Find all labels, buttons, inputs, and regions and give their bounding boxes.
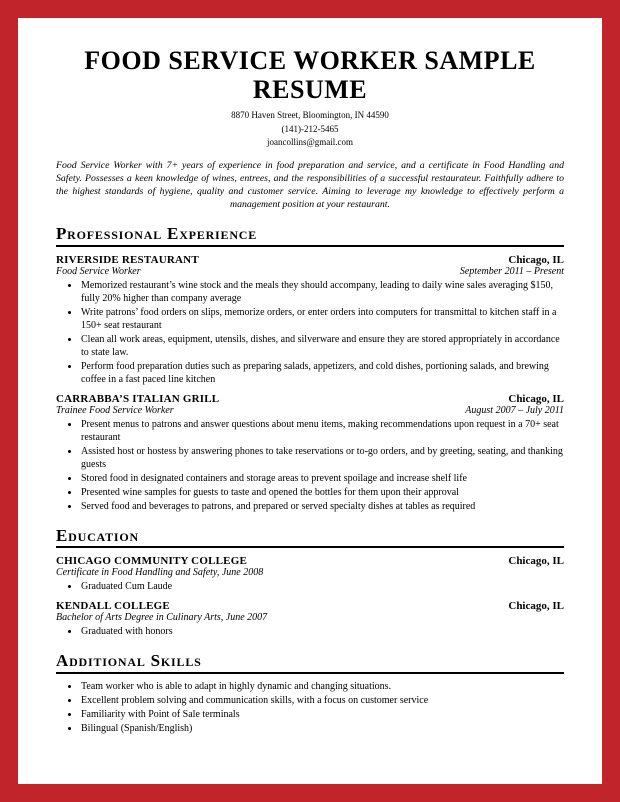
bullet-item: • Memorized restaurant’s wine stock and the meals they should accompany, leading to daily wine sales averaging $150, fully 20% higher than company average — [80, 279, 564, 305]
school-location: Chicago, IL — [508, 555, 564, 568]
bullet-item: • Write patrons’ food orders on slips, memorize orders, or enter orders into computers for transmittal to kitchen staff in a 150+ seat restaurant — [80, 306, 564, 332]
bullet-item: • Stored food in designated containers and storage areas to prevent spoilage and increase shelf life — [80, 472, 564, 485]
job-location: Chicago, IL — [508, 253, 564, 266]
job-location: Chicago, IL — [508, 392, 564, 405]
job-subheader-row — [56, 266, 564, 277]
contact-address: 8870 Haven Street, Bloomington, IN 44590 — [231, 110, 389, 121]
job-bullet-list — [80, 279, 564, 386]
job-header-row — [56, 254, 564, 266]
contact-email: joancollins@gmail.com — [266, 137, 354, 148]
resume-title-line1: FOOD SERVICE WORKER SAMPLE — [84, 46, 536, 75]
resume-title-line2: RESUME — [252, 75, 368, 105]
bullet-item: • Presented wine samples for guests to taste and opened the bottles for them upon their approval — [80, 486, 564, 499]
section-experience — [56, 224, 564, 513]
school-header-row — [56, 555, 564, 567]
education-heading: Education — [56, 526, 564, 549]
section-education — [56, 526, 564, 639]
company-name: RIVERSIDE RESTAURANT — [56, 253, 199, 266]
experience-heading: Professional Experience — [56, 224, 564, 247]
bullet-item: • Assisted host or hostess by answering phones to take reservations or to-go orders, and by greeting, seating, and thanking guests — [80, 445, 564, 471]
school-bullet-list — [80, 625, 564, 638]
job-role: Food Service Worker — [56, 265, 141, 277]
school-name: CHICAGO COMMUNITY COLLEGE — [56, 555, 247, 568]
bullet-item: • Graduated Cum Laude — [80, 580, 564, 593]
school-name: KENDALL COLLEGE — [56, 600, 170, 613]
contact-block — [56, 109, 564, 150]
job-header-row — [56, 393, 564, 405]
skill-item: • Team worker who is able to adapt in highly dynamic and changing situations. — [80, 680, 564, 693]
job-role: Trainee Food Service Worker — [56, 404, 174, 416]
degree-line: Bachelor of Arts Degree in Culinary Arts, June 2007 — [56, 612, 268, 624]
skills-bullet-list — [80, 680, 564, 735]
job-entry — [56, 254, 564, 386]
skill-item: • Bilingual (Spanish/English) — [80, 722, 564, 735]
school-bullet-list — [80, 580, 564, 593]
skill-item: • Excellent problem solving and communication skills, with a focus on customer service — [80, 694, 564, 707]
job-dates: September 2011 – Present — [459, 265, 564, 277]
school-location: Chicago, IL — [508, 600, 564, 613]
job-subheader-row — [56, 405, 564, 416]
job-entry — [56, 393, 564, 513]
company-name: CARRABBA’S ITALIAN GRILL — [56, 392, 220, 405]
bullet-item: • Present menus to patrons and answer questions about menu items, making recommendations upon request in a 70+ seat restaurant — [80, 418, 564, 444]
bullet-item: • Served food and beverages to patrons, and prepared or served specialty dishes at tables as required — [80, 500, 564, 513]
job-dates: August 2007 – July 2011 — [465, 404, 564, 416]
resume-title — [56, 46, 564, 104]
summary-text: Food Service Worker with 7+ years of experience in food preparation and service, and a certificate in Food Handling and Safety. Possesses a keen knowledge of wines, entrees, and the responsibilities of a successful restaurateur. Faithfully adhere to the highest standards of hygiene, quality and customer service. Aiming to leverage my knowledge to effectively perform a management position at your restaurant. — [56, 159, 564, 211]
bullet-item: • Perform food preparation duties such as preparing salads, appetizers, and cold dishes, portioning salads, and brewing coffee in a fast paced line kitchen — [80, 360, 564, 386]
skills-heading: Additional Skills — [56, 651, 564, 674]
school-entry — [56, 600, 564, 638]
contact-phone: (141)-212-5465 — [281, 123, 339, 134]
skill-item: • Familiarity with Point of Sale terminals — [80, 708, 564, 721]
bullet-item: • Clean all work areas, equipment, utensils, dishes, and silverware and ensure they are stored appropriately in accordance to state law. — [80, 333, 564, 359]
job-bullet-list — [80, 418, 564, 513]
school-entry — [56, 555, 564, 593]
degree-line: Certificate in Food Handling and Safety, June 2008 — [56, 567, 264, 579]
section-skills — [56, 651, 564, 735]
school-header-row — [56, 600, 564, 612]
bullet-item: • Graduated with honors — [80, 625, 564, 638]
